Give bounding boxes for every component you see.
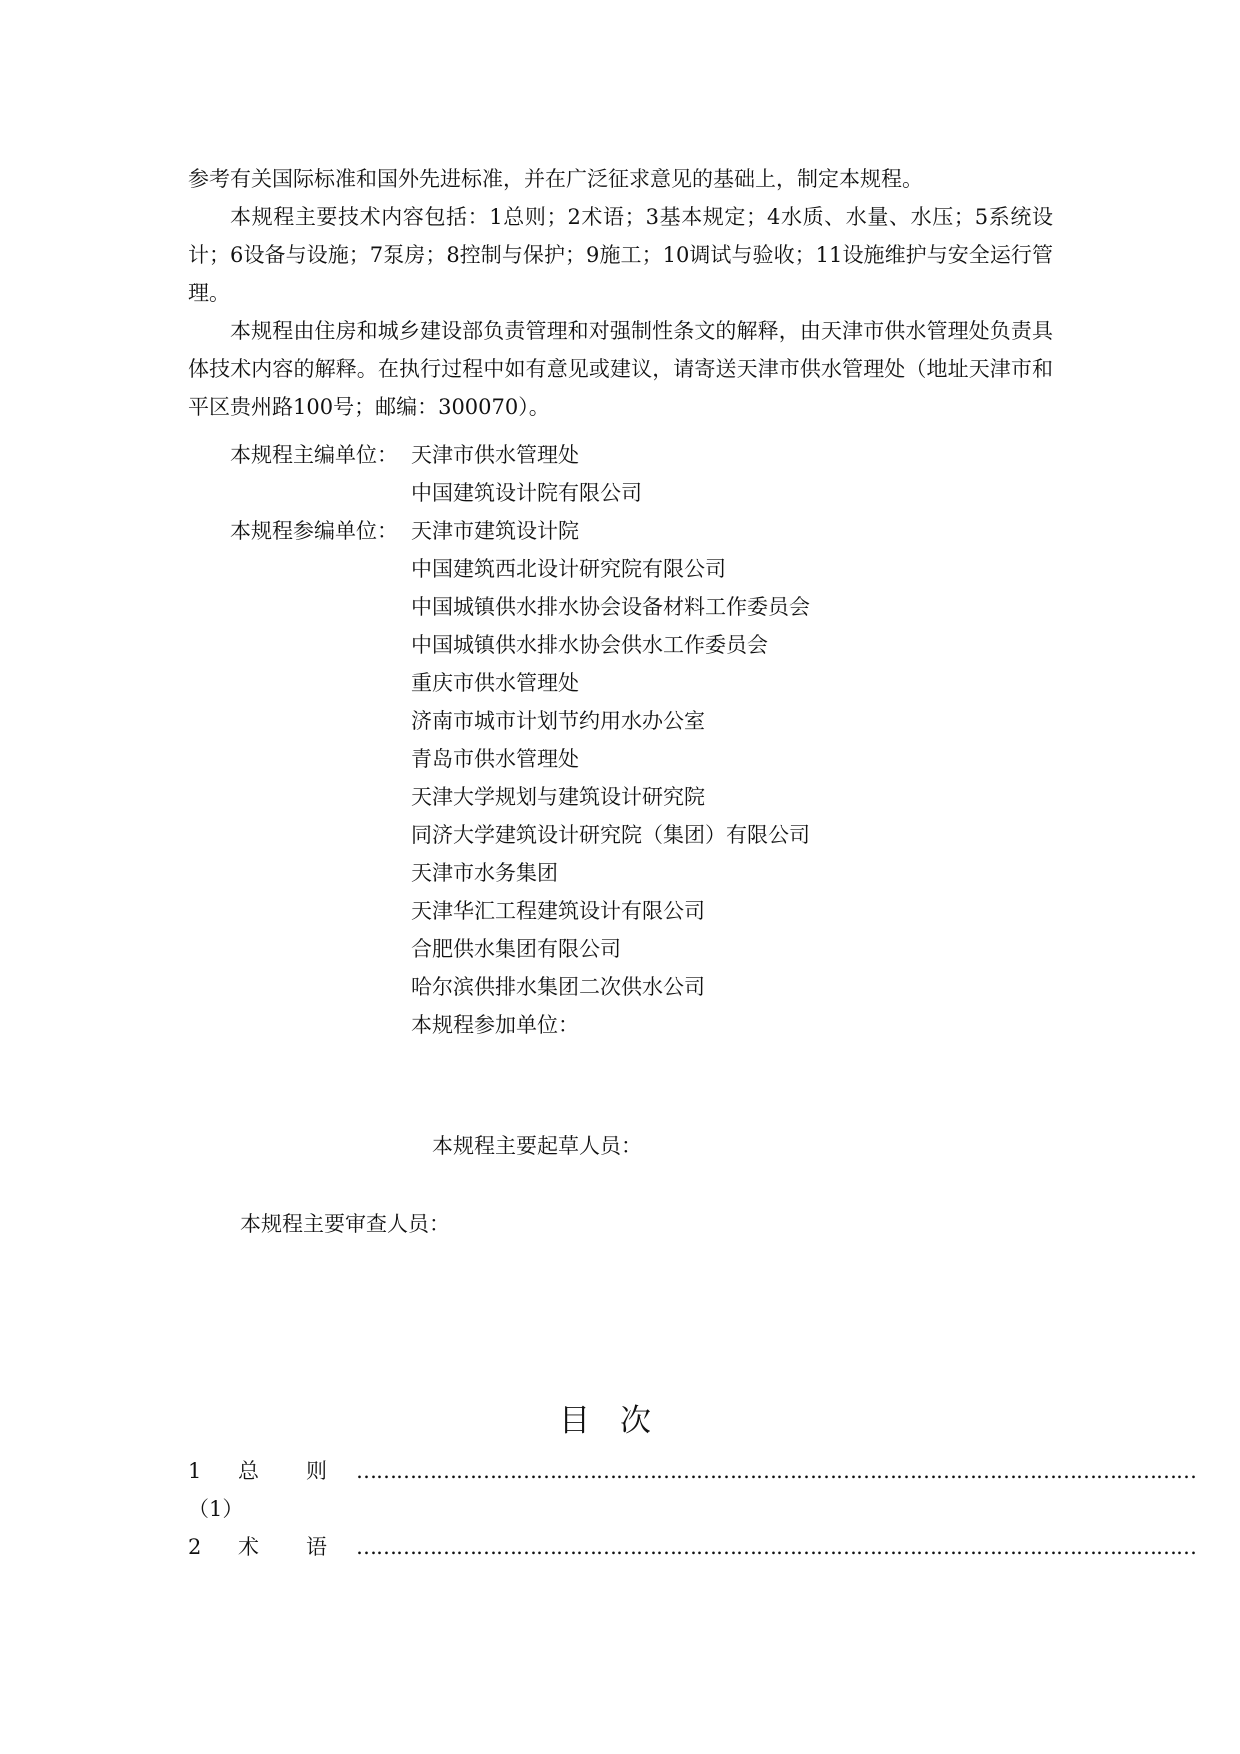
co-editor-unit: 天津华汇工程建筑设计有限公司 — [411, 899, 705, 923]
toc-entry-title-char: 术 — [238, 1535, 259, 1559]
toc-entry-number: 2 — [188, 1535, 202, 1559]
reviewers-label: 本规程主要审查人员： — [240, 1212, 450, 1236]
paragraph-intro-end: 参考有关国际标准和国外先进标准，并在广泛征求意见的基础上，制定本规程。 — [188, 167, 923, 191]
chief-editor-label: 本规程主编单位： — [230, 443, 398, 467]
participating-units-label: 本规程参加单位： — [411, 1013, 579, 1037]
co-editor-label: 本规程参编单位： — [230, 519, 398, 543]
toc-entry[interactable] — [188, 1452, 1196, 1490]
toc-entry[interactable] — [188, 1528, 1196, 1566]
toc-leader-dots: ……………………………………………………………………………………………………………… — [356, 1535, 1196, 1559]
co-editor-unit: 天津大学规划与建筑设计研究院 — [411, 785, 705, 809]
co-editor-unit: 同济大学建筑设计研究院（集团）有限公司 — [411, 823, 810, 847]
co-editor-unit: 中国城镇供水排水协会供水工作委员会 — [411, 633, 768, 657]
toc-leader-dots: ……………………………………………………………………………………………………………… — [356, 1459, 1196, 1483]
co-editor-unit: 青岛市供水管理处 — [411, 747, 579, 771]
toc-entry-title-char: 总 — [238, 1459, 259, 1483]
toc-entry-number: 1 — [188, 1459, 202, 1483]
co-editor-unit: 合肥供水集团有限公司 — [411, 937, 621, 961]
co-editor-unit: 重庆市供水管理处 — [411, 671, 579, 695]
toc-title: 目次 — [559, 1403, 681, 1439]
chief-editor-unit: 中国建筑设计院有限公司 — [411, 481, 642, 505]
co-editor-unit: 天津市水务集团 — [411, 861, 558, 885]
co-editor-unit: 中国城镇供水排水协会设备材料工作委员会 — [411, 595, 810, 619]
co-editor-unit: 中国建筑西北设计研究院有限公司 — [411, 557, 726, 581]
co-editor-unit: 天津市建筑设计院 — [411, 519, 579, 543]
toc-entry-title-char: 则 — [306, 1459, 327, 1483]
paragraph-contents: 本规程主要技术内容包括：1总则；2术语；3基本规定；4水质、水量、水压；5系统设计；6设备与设施；7泵房；8控制与保护；9施工；10调试与验收；11设施维护与安全运行管理。 — [188, 205, 1053, 305]
co-editor-unit: 济南市城市计划节约用水办公室 — [411, 709, 705, 733]
chief-editor-unit: 天津市供水管理处 — [411, 443, 579, 467]
co-editor-unit: 哈尔滨供排水集团二次供水公司 — [411, 975, 705, 999]
paragraph-interpretation: 本规程由住房和城乡建设部负责管理和对强制性条文的解释，由天津市供水管理处负责具体技术内容的解释。在执行过程中如有意见或建议，请寄送天津市供水管理处（地址天津市和平区贵州路100号；邮编：300070）。 — [188, 319, 1053, 419]
toc-entry-page: （1） — [188, 1497, 244, 1521]
drafters-label: 本规程主要起草人员： — [432, 1134, 642, 1158]
toc-entry-title-char: 语 — [306, 1535, 327, 1559]
